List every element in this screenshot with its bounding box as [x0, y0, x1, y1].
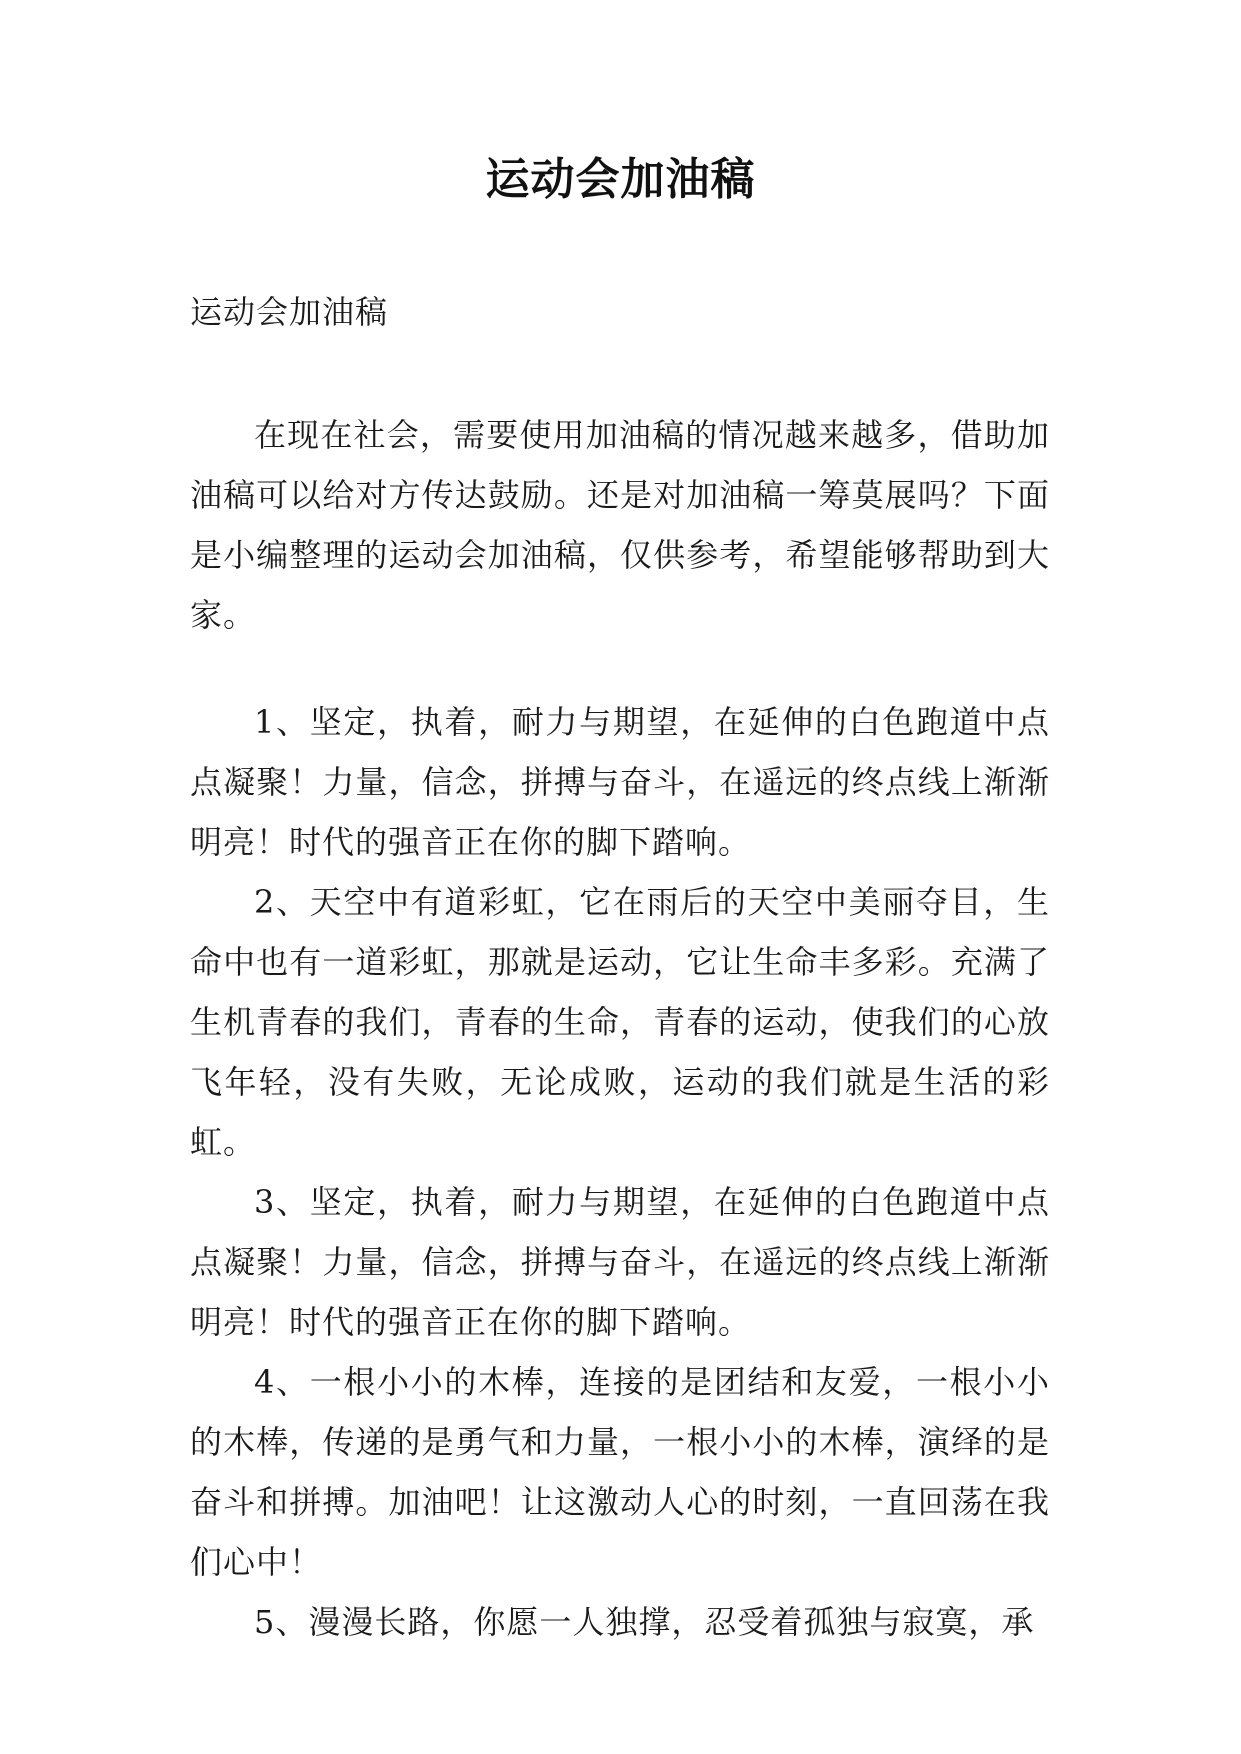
- cheer-item-5: 5、漫漫长路，你愿一人独撑，忍受着孤独与寂寞，承: [254, 1603, 1035, 1641]
- intro-section: [190, 405, 1050, 645]
- intro-paragraph: 在现在社会，需要使用加油稿的情况越来越多，借助加油稿可以给对方传达鼓励。还是对加油稿一筹莫展吗？下面是小编整理的运动会加油稿，仅供参考，希望能够帮助到大家。: [190, 416, 1050, 634]
- cheer-item-4: 4、一根小小的木棒，连接的是团结和友爱，一根小小的木棒，传递的是勇气和力量，一根小小的木棒，演绎的是奋斗和拼搏。加油吧！让这激动人心的时刻，一直回荡在我们心中！: [190, 1363, 1050, 1581]
- document-subtitle: 运动会加油稿: [190, 293, 389, 331]
- cheer-items-list: [190, 692, 1050, 1652]
- cheer-item-3: 3、坚定，执着，耐力与期望，在延伸的白色跑道中点点凝聚！力量，信念，拼搏与奋斗，在遥远的终点线上渐渐明亮！时代的强音正在你的脚下踏响。: [190, 1183, 1050, 1341]
- cheer-item-1: 1、坚定，执着，耐力与期望，在延伸的白色跑道中点点凝聚！力量，信念，拼搏与奋斗，在遥远的终点线上渐渐明亮！时代的强音正在你的脚下踏响。: [190, 703, 1050, 861]
- document-title: 运动会加油稿: [485, 154, 756, 205]
- cheer-item-2: 2、天空中有道彩虹，它在雨后的天空中美丽夺目，生命中也有一道彩虹，那就是运动，它让生命丰多彩。充满了生机青春的我们，青春的生命，青春的运动，使我们的心放飞年轻，没有失败，无论成败，运动的我们就是生活的彩虹。: [190, 883, 1050, 1161]
